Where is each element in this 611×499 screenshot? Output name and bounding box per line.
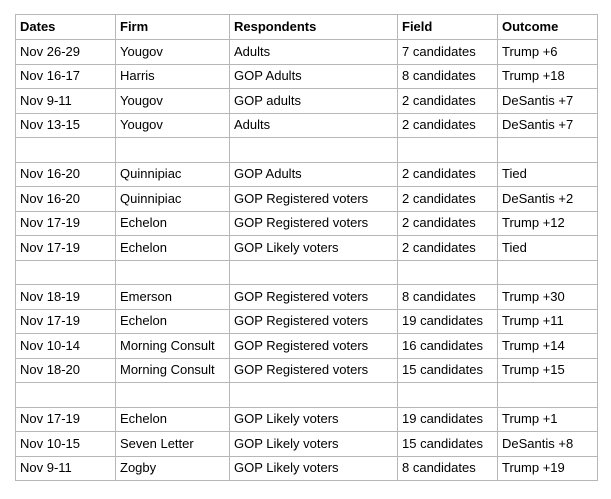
cell-dates[interactable]: Nov 26-29 [16, 40, 116, 65]
cell-field[interactable]: 8 candidates [398, 64, 498, 89]
cell-field[interactable]: 15 candidates [398, 358, 498, 383]
cell-dates[interactable]: Nov 9-11 [16, 89, 116, 114]
table-row [16, 456, 598, 481]
cell-dates[interactable]: Nov 16-20 [16, 162, 116, 187]
table-row [16, 407, 598, 432]
cell-field[interactable]: 2 candidates [398, 211, 498, 236]
cell-outcome[interactable]: Trump +30 [498, 285, 598, 310]
table-row [16, 162, 598, 187]
empty-row [16, 260, 598, 285]
cell-firm[interactable]: Echelon [116, 407, 230, 432]
header-firm[interactable]: Firm [116, 15, 230, 40]
table-row [16, 113, 598, 138]
cell-field[interactable]: 2 candidates [398, 236, 498, 261]
cell-dates[interactable]: Nov 17-19 [16, 211, 116, 236]
cell-firm[interactable]: Zogby [116, 456, 230, 481]
cell-dates[interactable]: Nov 17-19 [16, 407, 116, 432]
table-row [16, 285, 598, 310]
cell-firm[interactable] [116, 260, 230, 285]
cell-dates[interactable] [16, 138, 116, 163]
cell-respondents[interactable] [230, 383, 398, 408]
cell-field[interactable]: 16 candidates [398, 334, 498, 359]
cell-respondents[interactable]: GOP Likely voters [230, 407, 398, 432]
cell-dates[interactable]: Nov 10-15 [16, 432, 116, 457]
table-row [16, 187, 598, 212]
cell-respondents[interactable]: Adults [230, 113, 398, 138]
cell-respondents[interactable]: GOP Likely voters [230, 432, 398, 457]
cell-firm[interactable]: Seven Letter [116, 432, 230, 457]
cell-outcome[interactable]: Trump +1 [498, 407, 598, 432]
cell-firm[interactable]: Morning Consult [116, 358, 230, 383]
table-row [16, 309, 598, 334]
cell-outcome[interactable]: DeSantis +7 [498, 113, 598, 138]
table-row [16, 432, 598, 457]
cell-outcome[interactable]: Trump +12 [498, 211, 598, 236]
cell-firm[interactable]: Morning Consult [116, 334, 230, 359]
cell-field[interactable] [398, 260, 498, 285]
cell-outcome[interactable]: Tied [498, 162, 598, 187]
cell-field[interactable]: 19 candidates [398, 407, 498, 432]
cell-respondents[interactable]: GOP Registered voters [230, 309, 398, 334]
cell-dates[interactable]: Nov 17-19 [16, 236, 116, 261]
cell-field[interactable]: 2 candidates [398, 89, 498, 114]
cell-field[interactable]: 15 candidates [398, 432, 498, 457]
table-row [16, 334, 598, 359]
cell-outcome[interactable]: Trump +6 [498, 40, 598, 65]
cell-respondents[interactable] [230, 260, 398, 285]
cell-respondents[interactable]: GOP Registered voters [230, 211, 398, 236]
header-row [16, 15, 598, 40]
cell-outcome[interactable]: Tied [498, 236, 598, 261]
cell-respondents[interactable]: GOP Likely voters [230, 236, 398, 261]
cell-outcome[interactable]: Trump +19 [498, 456, 598, 481]
cell-dates[interactable] [16, 383, 116, 408]
cell-respondents[interactable]: GOP Registered voters [230, 334, 398, 359]
cell-firm[interactable] [116, 383, 230, 408]
cell-respondents[interactable]: GOP Likely voters [230, 456, 398, 481]
table-row [16, 358, 598, 383]
cell-firm[interactable]: Yougov [116, 113, 230, 138]
empty-row [16, 383, 598, 408]
table-row [16, 89, 598, 114]
cell-outcome[interactable] [498, 138, 598, 163]
empty-row [16, 138, 598, 163]
cell-respondents[interactable] [230, 138, 398, 163]
cell-field[interactable]: 19 candidates [398, 309, 498, 334]
header-outcome[interactable]: Outcome [498, 15, 598, 40]
cell-outcome[interactable]: DeSantis +2 [498, 187, 598, 212]
cell-firm[interactable]: Quinnipiac [116, 187, 230, 212]
cell-firm[interactable]: Echelon [116, 309, 230, 334]
cell-dates[interactable]: Nov 17-19 [16, 309, 116, 334]
cell-dates[interactable]: Nov 16-17 [16, 64, 116, 89]
cell-respondents[interactable]: GOP Registered voters [230, 285, 398, 310]
cell-dates[interactable]: Nov 10-14 [16, 334, 116, 359]
table-row [16, 236, 598, 261]
cell-field[interactable]: 2 candidates [398, 187, 498, 212]
cell-dates[interactable]: Nov 9-11 [16, 456, 116, 481]
cell-field[interactable] [398, 138, 498, 163]
header-dates[interactable]: Dates [16, 15, 116, 40]
cell-firm[interactable] [116, 138, 230, 163]
cell-dates[interactable]: Nov 18-20 [16, 358, 116, 383]
cell-outcome[interactable]: Trump +18 [498, 64, 598, 89]
cell-field[interactable]: 8 candidates [398, 285, 498, 310]
cell-respondents[interactable]: Adults [230, 40, 398, 65]
cell-respondents[interactable]: GOP Registered voters [230, 358, 398, 383]
cell-respondents[interactable]: GOP Adults [230, 162, 398, 187]
table-row [16, 64, 598, 89]
cell-respondents[interactable]: GOP Adults [230, 64, 398, 89]
cell-firm[interactable]: Harris [116, 64, 230, 89]
cell-outcome[interactable]: DeSantis +7 [498, 89, 598, 114]
cell-dates[interactable] [16, 260, 116, 285]
cell-dates[interactable]: Nov 16-20 [16, 187, 116, 212]
cell-firm[interactable]: Echelon [116, 211, 230, 236]
header-field[interactable]: Field [398, 15, 498, 40]
cell-respondents[interactable]: GOP Registered voters [230, 187, 398, 212]
cell-outcome[interactable] [498, 383, 598, 408]
cell-outcome[interactable]: DeSantis +8 [498, 432, 598, 457]
poll-sheet [15, 14, 597, 481]
cell-field[interactable]: 8 candidates [398, 456, 498, 481]
cell-dates[interactable]: Nov 13-15 [16, 113, 116, 138]
poll-table [15, 14, 598, 481]
cell-dates[interactable]: Nov 18-19 [16, 285, 116, 310]
cell-outcome[interactable]: Trump +15 [498, 358, 598, 383]
table-row [16, 211, 598, 236]
cell-outcome[interactable]: Trump +11 [498, 309, 598, 334]
cell-firm[interactable]: Yougov [116, 89, 230, 114]
cell-respondents[interactable]: GOP adults [230, 89, 398, 114]
cell-firm[interactable]: Yougov [116, 40, 230, 65]
cell-outcome[interactable]: Trump +14 [498, 334, 598, 359]
cell-field[interactable]: 2 candidates [398, 162, 498, 187]
cell-firm[interactable]: Echelon [116, 236, 230, 261]
header-respondents[interactable]: Respondents [230, 15, 398, 40]
cell-field[interactable]: 2 candidates [398, 113, 498, 138]
cell-firm[interactable]: Emerson [116, 285, 230, 310]
cell-outcome[interactable] [498, 260, 598, 285]
cell-field[interactable]: 7 candidates [398, 40, 498, 65]
table-row [16, 40, 598, 65]
cell-firm[interactable]: Quinnipiac [116, 162, 230, 187]
cell-field[interactable] [398, 383, 498, 408]
